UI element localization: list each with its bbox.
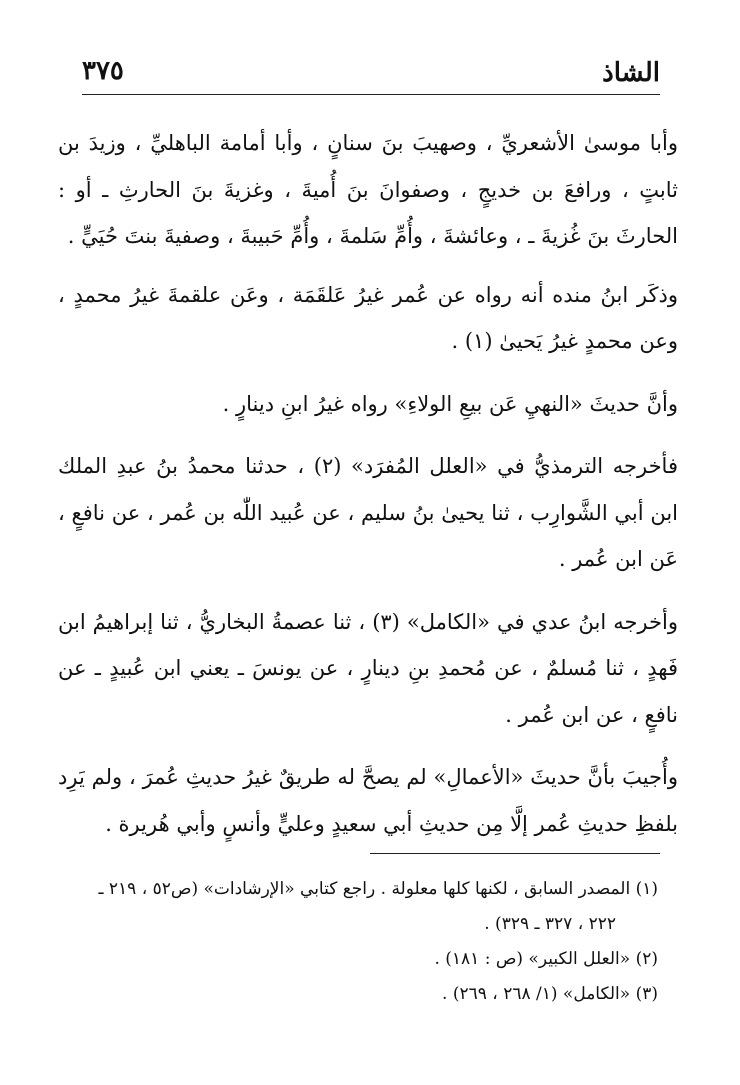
page-number: ٣٧٥: [82, 56, 124, 86]
paragraph: فأخرجه الترمذيُّ في «العلل المُفرَد» (٢) ، حدثنا محمدُ بنُ عبدِ الملك ابن أبي الشَّوارِب ، ثنا يحيىٰ بنُ سليم ، عن عُبيد اللّٰه بن عُمر ، عن نافعٍ ، عَن ابن عُمر .: [58, 454, 678, 571]
paragraph: وأبا موسىٰ الأشعريِّ ، وصهيبَ بنَ سنانٍ ، وأبا أمامة الباهليِّ ، وزيدَ بن ثابتٍ ، ورافعَ بن خديجٍ ، وصفوانَ بنَ أُميةَ ، وغزيةَ بنَ الحارثِ ـ أو : الحارثَ بنَ غُزيةَ ـ ، وعائشةَ ، وأُمِّ سَلمةَ ، وأُمِّ حَبيبةَ ، وصفيةَ بنتَ حُيَيٍّ .: [58, 131, 678, 248]
footnote-3: (٣) «الكامل» (١/ ٢٦٨ ، ٢٦٩) .: [442, 984, 658, 1004]
footnotes: [78, 872, 658, 1012]
footnote-1: (١) المصدر السابق ، لكنها كلها معلولة . راجع كتابي «الإرشادات» (ص٥٢ ، ٢١٩ ـ: [98, 879, 658, 899]
paragraph: وأُجيبَ بأنَّ حديثَ «الأعمالِ» لم يصحَّ له طريقٌ غيرُ حديثِ عُمرَ ، ولم يَرِد بلفظِ حديثِ عُمر إلَّا مِن حديثِ أبي سعيدٍ وعليٍّ وأنسٍ وأبي هُريرة .: [58, 765, 678, 836]
footnote-2: (٢) «العلل الكبير» (ص : ١٨١) .: [434, 949, 658, 969]
footnote-1-continued: ٢٢٢ ، ٣٢٧ ـ ٣٢٩) .: [484, 914, 616, 934]
paragraph: وذكَر ابنُ منده أنه رواه عن عُمر غيرُ عَلقَمَة ، وعَن علقمةَ غيرُ محمدٍ ، وعن محمدٍ غيرُ يَحيىٰ (١) .: [58, 282, 678, 353]
running-title: الشاذ: [602, 58, 660, 88]
page-header: [82, 50, 660, 95]
paragraph: وأخرجه ابنُ عدي في «الكامل» (٣) ، ثنا عصمةُ البخاريُّ ، ثنا إبراهيمُ ابن فَهدٍ ، ثنا مُسلمٌ ، عن مُحمدِ بنِ دينارٍ ، عن يونسَ ـ يعني ابن عُبيدٍ ـ عن نافعٍ ، عن ابن عُمر .: [58, 609, 678, 727]
main-text: [58, 120, 678, 863]
paragraph: وأنَّ حديثَ «النهيِ عَن بيعِ الولاءِ» رواه غيرُ ابنِ دينارٍ .: [222, 391, 678, 416]
footnote-divider: [370, 853, 660, 854]
